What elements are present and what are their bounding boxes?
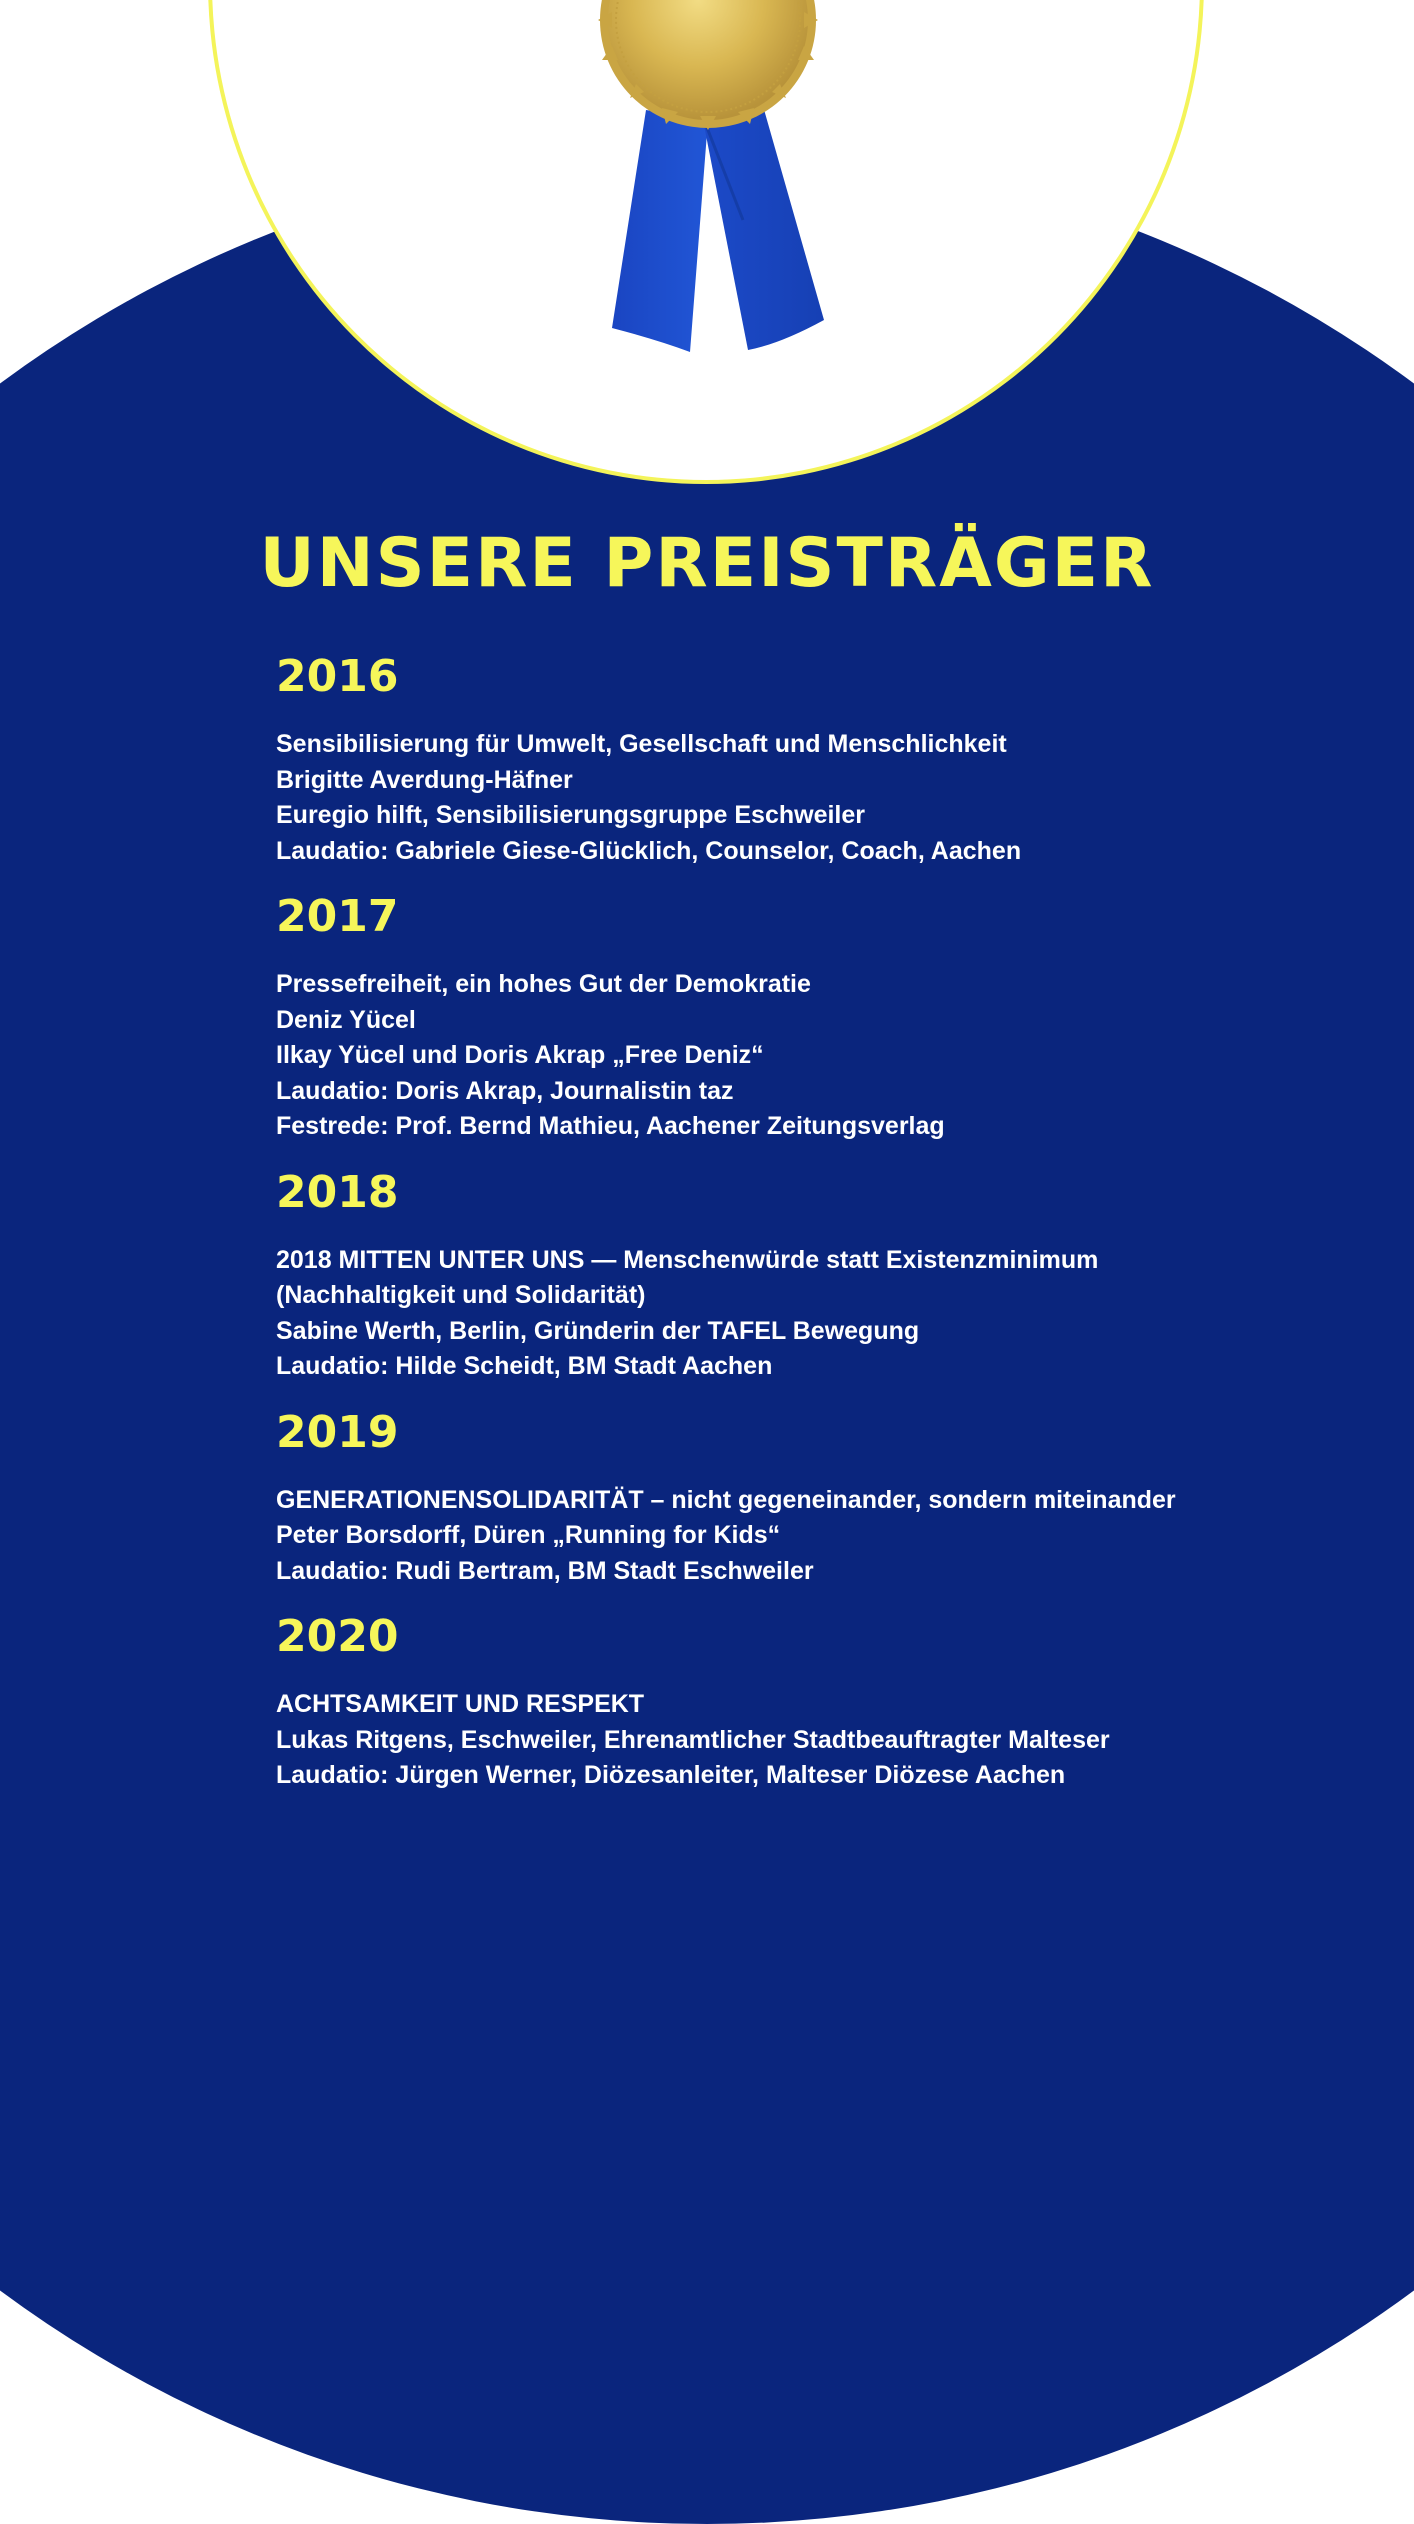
year-entry [276,1161,1276,1385]
entry-line: Peter Borsdorff, Düren „Running for Kids“ [276,1521,781,1549]
year-entry [276,1401,1276,1590]
entry-line: (Nachhaltigkeit und Solidarität) [276,1281,646,1309]
entry-line: Euregio hilft, Sensibilisierungsgruppe Eschweiler [276,801,866,829]
entry-line: Pressefreiheit, ein hohes Gut der Demokratie [276,970,811,998]
entry-line: Laudatio: Rudi Bertram, BM Stadt Eschweiler [276,1556,814,1585]
entry-line: Ilkay Yücel und Doris Akrap „Free Deniz“ [276,1041,764,1069]
entry-line: Sabine Werth, Berlin, Gründerin der TAFEL Bewegung [276,1316,920,1345]
entry-line: Festrede: Prof. Bernd Mathieu, Aachener Zeitungsverlag [276,1112,945,1140]
year-entry [276,1605,1276,1794]
year-heading: 2020 [276,1611,399,1662]
entry-line: Laudatio: Jürgen Werner, Diözesanleiter, Malteser Diözese Aachen [276,1761,1066,1789]
year-heading: 2016 [276,651,399,702]
year-entry [276,885,1276,1145]
award-ribbon-icon [558,0,858,370]
entry-line: Sensibilisierung für Umwelt, Gesellschaft und Menschlichkeit [276,730,1007,758]
entry-line: Laudatio: Hilde Scheidt, BM Stadt Aachen [276,1352,773,1380]
entry-line: Deniz Yücel [276,1005,416,1034]
entry-line: 2018 MITTEN UNTER UNS — Menschenwürde statt Existenzminimum [276,1245,1099,1274]
entry-line: GENERATIONENSOLIDARITÄT – nicht gegeneinander, sondern miteinander [276,1485,1176,1514]
year-heading: 2018 [276,1166,399,1218]
laureates-list [276,645,1276,1810]
year-heading: 2019 [276,1406,399,1458]
entry-line: Laudatio: Gabriele Giese-Glücklich, Counselor, Coach, Aachen [276,836,1022,865]
page-title: UNSERE PREISTRÄGER [259,524,1155,603]
year-heading: 2017 [276,891,399,942]
entry-line: Lukas Ritgens, Eschweiler, Ehrenamtlicher Stadtbeauftragter Malteser [276,1725,1110,1754]
entry-line: Brigitte Averdung-Häfner [276,765,573,794]
entry-line: Laudatio: Doris Akrap, Journalistin taz [276,1076,734,1105]
year-entry [276,645,1276,869]
entry-line: ACHTSAMKEIT UND RESPEKT [276,1690,645,1718]
